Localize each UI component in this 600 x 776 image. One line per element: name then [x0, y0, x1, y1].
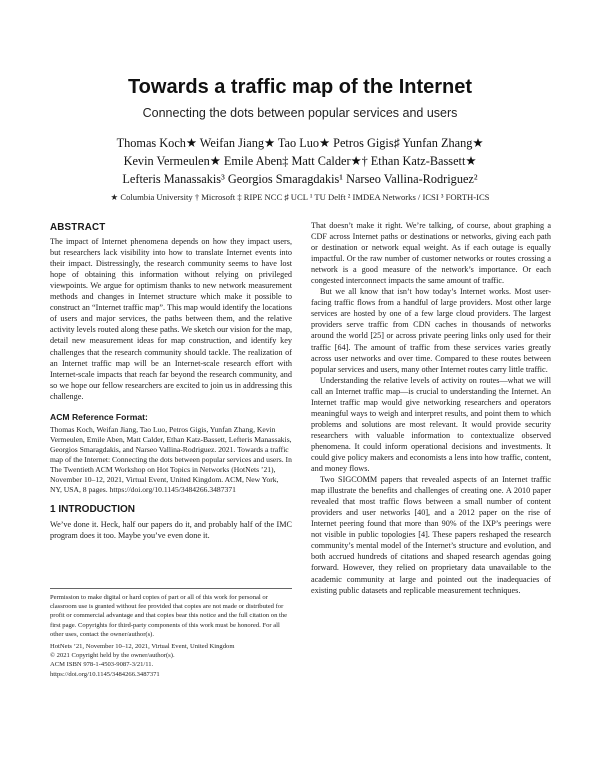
- author-line: Thomas Koch★ Weifan Jiang★ Tao Luo★ Petros Gigis♯ Yunfan Zhang★: [116, 136, 484, 150]
- body-paragraph: Two SIGCOMM papers that revealed aspects of an Internet traffic map illustrate the benefits and challenges of creating one. A 2010 paper revealed that most traffic flows between a small number of content providers and user networks [40], and a 2012 paper on the rise of Internet peering found that more than 90% of the IXP’s peerings were not visible in public topologies [4]. These papers reshaped the research community’s mental model of the Internet’s structure and evolution, and both accrued hundreds of citations and shaped research agendas going forward. However, they relied on proprietary data unavailable to the academic community at large and pointed out the inadequacies of existing public datasets and replicable measurement techniques.: [311, 475, 551, 595]
- acm-reference-text: Thomas Koch, Weifan Jiang, Tao Luo, Petros Gigis, Yunfan Zhang, Kevin Vermeulen, Emile Aben, Matt Calder, Ethan Katz-Bassett, Lefteris Manassakis, Georgios Smaragdakis, and Narseo Vallina-Rodriguez. 2021. Towards a traffic map of the Internet: Connecting the dots between popular services and users. In The Twentieth ACM Workshop on Hot Topics in Networks (HotNets ’21), November 10–12, 2021, Virtual Event, United Kingdom. ACM, New York, NY, USA, 8 pages. https://doi.org/10.1145/3484266.3487371: [50, 424, 292, 495]
- author-line: Kevin Vermeulen★ Emile Aben‡ Matt Calder★† Ethan Katz-Bassett★: [123, 153, 477, 168]
- body-paragraph: But we all know that isn’t how today’s Internet works. Most user-facing traffic flows from a handful of large providers. Most other large services are hosted by one of a few large cloud providers. The largest providers serve traffic from CDN caches in thousands of networks around the world [25] or across private peering links only used for their traffic [64]. The amount of traffic from these services varies greatly across user networks and over time. Compared to these routes between popular services and users, many other Internet routes carry little traffic.: [311, 287, 551, 374]
- abstract-text: The impact of Internet phenomena depends on how they impact users, but researchers lack visibility into how to translate Internet events into their impact. Distressingly, the research community seems to have lost hope of obtaining this information without relying on privileged viewpoints. We argue for optimism thanks to new network measurement methods and changes in Internet structure which make it possible to construct an “Internet traffic map”. This map would identify the locations of users and major services, the paths between them, and the relative activity levels routed along these paths. We sketch our vision for the map, detail new measurement ideas for map construction, and identify key challenges that the research community should tackle. The realization of an Internet traffic map will be an Internet-scale research effort with Internet-scale impacts that reach far beyond the research community, and so we hope our fellow researchers are excited to join us in addressing this challenge.: [50, 237, 292, 401]
- doi-link[interactable]: https://doi.org/10.1145/3484266.3487371: [50, 670, 160, 678]
- author-list: [40, 135, 560, 188]
- affiliations: ★ Columbia University † Microsoft ‡ RIPE NCC ♯ UCL ¹ TU Delft ² IMDEA Networks / ICSI ³ FORTH-ICS: [110, 192, 490, 202]
- introduction-heading: 1 INTRODUCTION: [50, 504, 135, 516]
- paper-subtitle: Connecting the dots between popular services and users: [142, 106, 458, 120]
- copyright-footnote: [50, 588, 292, 679]
- venue-line: HotNets ’21, November 10–12, 2021, Virtual Event, United Kingdom: [50, 643, 235, 651]
- isbn-line: ACM ISBN 978-1-4503-9087-3/21/11.: [50, 661, 154, 669]
- body-paragraph: Understanding the relative levels of activity on routes—what we will call an Internet traffic map—is crucial to understanding the Internet. An Internet traffic map would give networking researchers and operators meaningful ways to weigh and interpret results, and point them to which problems and solutions are most relevant. It would provide security researchers with valuable information to contextualize observed phenomena. It could inform operational decisions and investments. It could give policy makers and economists a lens into how traffic, content, and money flows.: [311, 375, 551, 474]
- author-line: Lefteris Manassakis³ Georgios Smaragdakis¹ Narseo Vallina-Rodriguez²: [122, 171, 478, 186]
- paper-title: Towards a traffic map of the Internet: [127, 76, 473, 98]
- intro-paragraph: We’ve done it. Heck, half our papers do it, and probably half of the IMC program does it too. Maybe you’ve even done it.: [50, 519, 292, 540]
- abstract-heading: ABSTRACT: [50, 222, 106, 233]
- acm-reference-heading: ACM Reference Format:: [50, 411, 148, 422]
- right-column: [311, 220, 551, 596]
- permission-notice: Permission to make digital or hard copies of part or all of this work for personal or classroom use is granted without fee provided that copies are not made or distributed for profit or commercial advantage and that copies bear this notice and the full citation on the first page. Copyrights for third-party components of this work must be honored. For all other uses, contact the owner/author(s).: [50, 594, 288, 638]
- left-column: [50, 222, 292, 541]
- body-paragraph: That doesn’t make it right. We’re talking, of course, about graphing a CDF across Internet paths or destinations or networks, giving each path or destination or network equal weight. As if each outage is equally impactful. Or the raw number of customer networks or routes crossing a network is a good measure of the network’s importance. Or each congested interconnect impacts the same amount of traffic.: [311, 221, 551, 286]
- copyright-line: © 2021 Copyright held by the owner/author(s).: [50, 652, 175, 660]
